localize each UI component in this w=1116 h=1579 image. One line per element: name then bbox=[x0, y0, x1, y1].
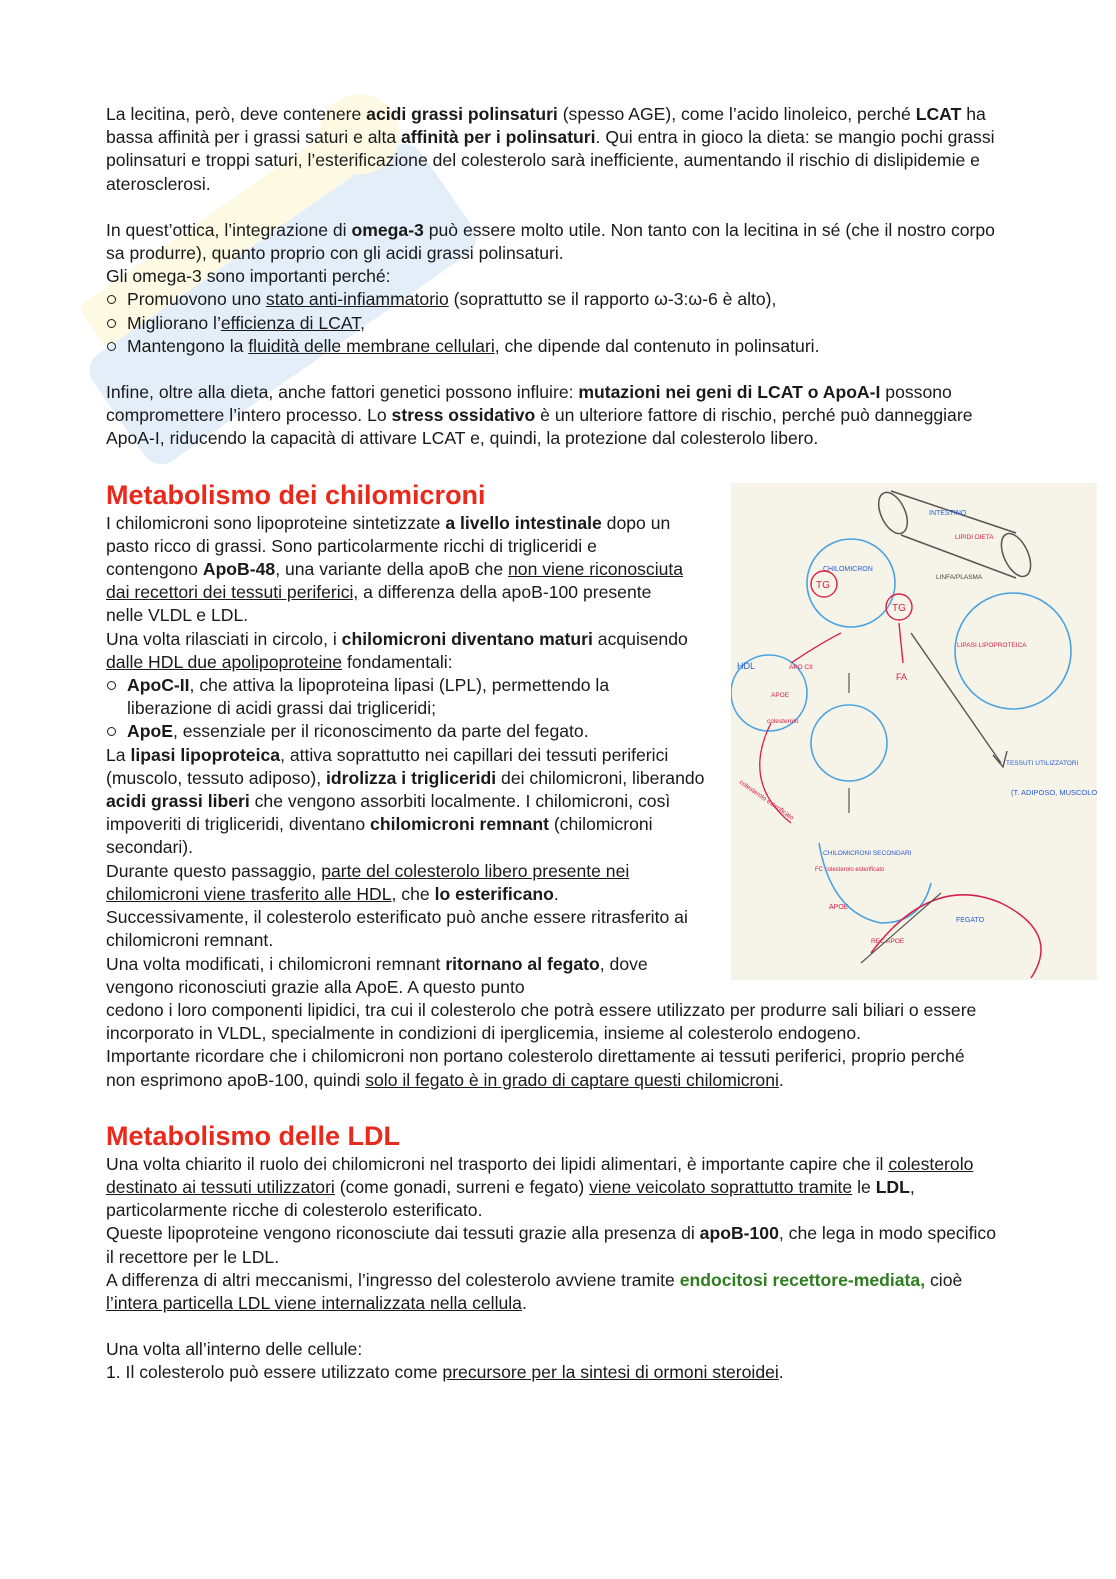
mature-chylomicron-circle bbox=[811, 705, 887, 781]
list-item: ApoE, essenziale per il riconoscimento da parte del fegato. bbox=[106, 720, 696, 743]
paragraph-apob100: Queste lipoproteine vengono riconosciute dai tessuti grazie alla presenza di apoB-100, che lega in modo specifico il recettore per le LDL. bbox=[106, 1223, 996, 1267]
colesterolo-label: colesterolo bbox=[767, 718, 799, 725]
chylomicron-label: CHILOMICRON bbox=[823, 566, 873, 573]
fc-label: FC colesterolo esterificato bbox=[815, 867, 885, 873]
lymph-label: LINFA/PLASMA bbox=[936, 574, 983, 581]
list-item: Migliorano l’efficienza di LCAT, bbox=[106, 312, 996, 335]
hdl-label: HDL bbox=[737, 661, 756, 671]
col-est-label: colesterolo esterificato bbox=[737, 778, 795, 822]
paragraph-omega3: In quest’ottica, l’integrazione di omega-3 può essere molto utile. Non tanto con la lecitina in sé (che il nostro corpo sa produrre), quanto proprio con gli acidi grassi polinsaturi. bbox=[106, 219, 995, 264]
apoe-label: APOE bbox=[771, 692, 790, 699]
paragraph-importante: Importante ricordare che i chilomicroni non portano colesterolo direttamente ai tessuti periferici, proprio perché non esprimono apoB-100, quindi solo il fegato è in grado di captare questi chilomicroni. bbox=[106, 1046, 965, 1090]
list-item-1: 1. Il colesterolo può essere utilizzato come precursore per la sintesi di ormoni steroidei. bbox=[106, 1362, 784, 1383]
apoc2-label: APO CII bbox=[789, 664, 813, 671]
paragraph-chilo-intro: I chilomicroni sono lipoproteine sintetizzate a livello intestinale dopo un pasto ricco di grassi. Sono particolarmente ricchi di trigliceridi e contengono ApoB-48, una variante della apoB che non viene riconosciuta dai recettori dei tessuti periferici, a differenza della apoB-100 presente nelle VLDL e LDL. bbox=[106, 512, 684, 626]
tissues-sub-label: (T. ADIPOSO, MUSCOLO) bbox=[1011, 788, 1097, 797]
heading-ldl: Metabolismo delle LDL bbox=[106, 1120, 401, 1151]
list-item: Mantengono la fluidità delle membrane cellulari, che dipende dal contenuto in polinsaturi. bbox=[106, 335, 996, 358]
list-item: ApoC-II, che attiva la lipoproteina lipasi (LPL), permettendo la liberazione di acidi grassi dai trigliceridi; bbox=[106, 674, 696, 720]
paragraph-ldl-intro: Una volta chiarito il ruolo dei chilomicroni nel trasporto dei lipidi alimentari, è importante capire che il colesterolo destinato ai tessuti utilizzatori (come gonadi, surreni e fegato) viene veicolato soprattutto tramite le LDL, particolarmente ricche di colesterolo esterificato. bbox=[106, 1153, 974, 1221]
receptor-label: REC APOE bbox=[871, 938, 905, 945]
intestine-label: INTESTINO bbox=[929, 510, 967, 517]
liver-label: FEGATO bbox=[956, 917, 985, 924]
apolipoproteine-list bbox=[106, 674, 696, 744]
paragraph-endocitosi: A differenza di altri meccanismi, l’ingresso del colesterolo avviene tramite endocitosi recettore-mediata, cioè l’intera particella LDL viene internalizzata nella cellula. bbox=[106, 1269, 963, 1313]
paragraph-interno: Una volta all’interno delle cellule: bbox=[106, 1339, 363, 1360]
remnant-label: CHILOMICRONI SECONDARI bbox=[823, 850, 912, 857]
omega3-list bbox=[106, 288, 996, 358]
apoe2-label: APOE bbox=[829, 904, 849, 911]
paragraph-lecitina: La lecitina, però, deve contenere acidi grassi polinsaturi (spesso AGE), come l’acido linoleico, perché LCAT ha bassa affinità per i grassi saturi e alta affinità per i polinsaturi. Qui entra in gioco la dieta: se mangio pochi grassi polinsaturi e troppi saturi, l’esterificazione del colesterolo sarà inefficiente, aumentando il rischio di dislipidemie e aterosclerosi. bbox=[106, 104, 995, 194]
handwritten-diagram bbox=[731, 483, 1097, 980]
tg-label: TG bbox=[816, 580, 830, 591]
tg-label-2: TG bbox=[892, 603, 906, 614]
fa-label: FA bbox=[896, 672, 908, 682]
omega3-list-intro: Gli omega-3 sono importanti perché: bbox=[106, 266, 391, 287]
list-item: Promuovono uno stato anti-infiammatorio (soprattutto se il rapporto ω-3:ω-6 è alto), bbox=[106, 288, 996, 311]
lpl-circle bbox=[955, 593, 1071, 709]
paragraph-remnant-cont: cedono i loro componenti lipidici, tra cui il colesterolo che potrà essere utilizzato per produrre sali biliari o essere incorporato in VLDL, specialmente in condizioni di iperglicemia, insieme al colesterolo endogeno. bbox=[106, 999, 977, 1044]
lpl-label: LIPASI LIPOPROTEICA bbox=[957, 642, 1027, 649]
liver-outline bbox=[871, 895, 1041, 978]
tissues-label: TESSUTI UTILIZZATORI bbox=[1006, 760, 1079, 767]
paragraph-genetics: Infine, oltre alla dieta, anche fattori genetici possono influire: mutazioni nei geni di LCAT o ApoA-I possono compromettere l’intero processo. Lo stress ossidativo è un ulteriore fattore di rischio, perché può danneggiare ApoA-I, riducendo la capacità di attivare LCAT e, quindi, la protezione dal colesterolo libero. bbox=[106, 382, 973, 449]
paragraph-remnant: Una volta modificati, i chilomicroni remnant ritornano al fegato, dove vengono riconosciuti grazie alla ApoE. A questo punto bbox=[106, 953, 648, 997]
lipids-label: LIPIDI DIETA bbox=[955, 534, 994, 541]
heading-chilomicroni: Metabolismo dei chilomicroni bbox=[106, 479, 486, 510]
paragraph-lipasi: La lipasi lipoproteica, attiva soprattutto nei capillari dei tessuti periferici (muscolo, tessuto adiposo), idrolizza i trigliceridi dei chilomicroni, liberando acidi grassi liberi che vengono assorbiti localmente. I chilomicroni, così impoveriti di trigliceridi, diventano chilomicroni remnant (chilomicroni secondari). bbox=[106, 744, 705, 858]
paragraph-hdl-transfer: Durante questo passaggio, parte del colesterolo libero presente nei chilomicroni viene trasferito alle HDL, che lo esterificano. Successivamente, il colesterolo esterificato può anche essere ritrasferito ai chilomicroni remnant. bbox=[106, 860, 688, 951]
paragraph-chilo-maturi: Una volta rilasciati in circolo, i chilomicroni diventano maturi acquisendo dalle HDL due apolipoproteine fondamentali: bbox=[106, 628, 688, 672]
diagram-svg bbox=[731, 483, 1097, 980]
